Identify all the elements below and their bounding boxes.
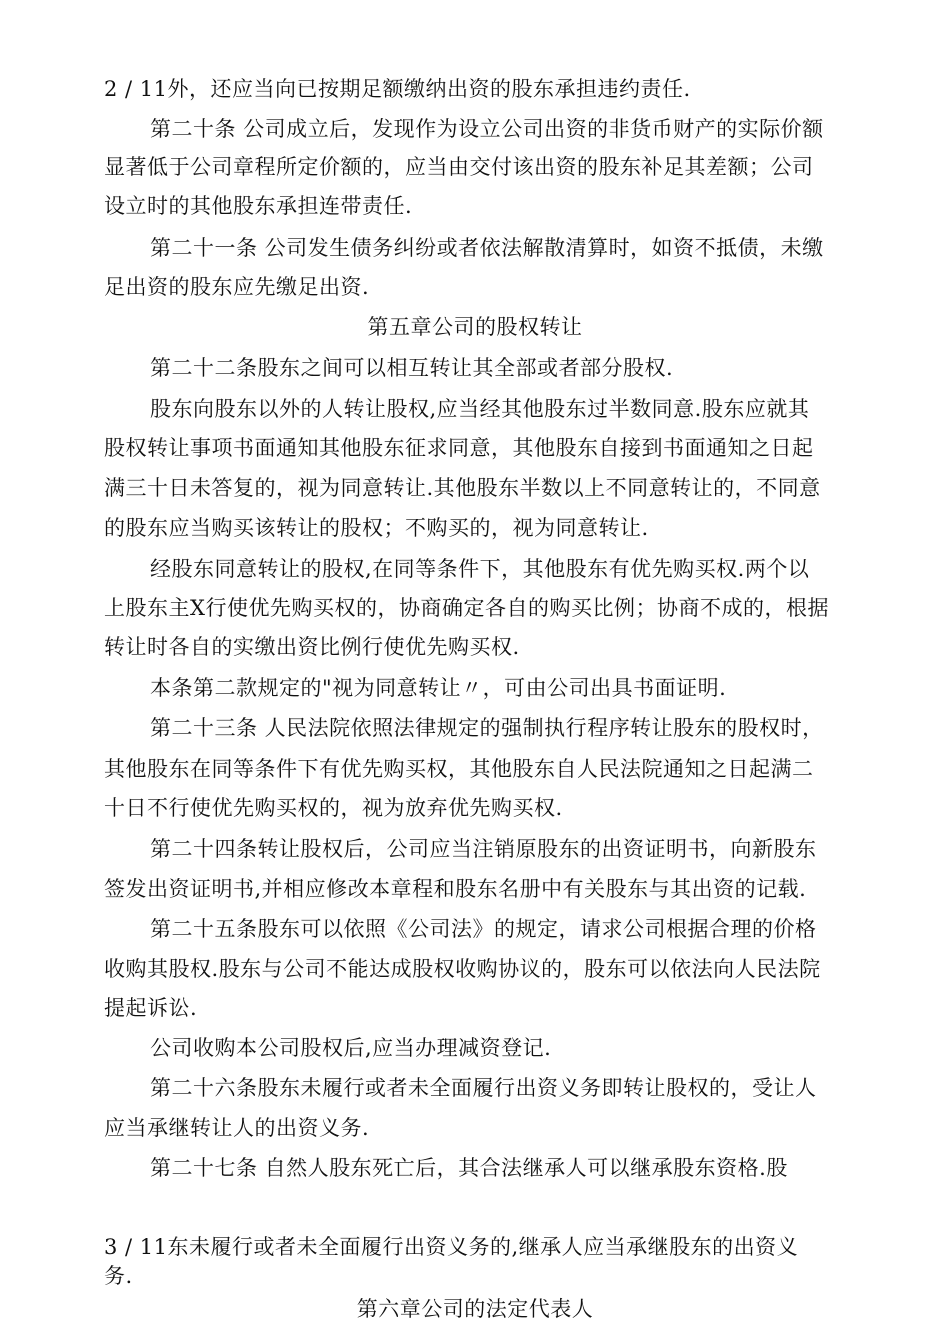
- article-22-line-6: 经股东同意转让的股权,在同等条件下，其他股东有优先购买权.两个以: [150, 557, 810, 581]
- article-22-line-4: 满三十日未答复的，视为同意转让.其他股东半数以上不同意转让的，不同意: [104, 476, 821, 500]
- article-20-line-2: 显著低于公司章程所定价额的，应当由交付该出资的股东补足其差额；公司: [104, 155, 814, 179]
- article-22-line-9: 本条第二款规定的"视为同意转让〃，可由公司出具书面证明.: [150, 676, 727, 700]
- article-25-line-3: 提起诉讼.: [104, 996, 198, 1020]
- article-22-line-8: 转让时各自的实缴出资比例行使优先购买权.: [104, 635, 520, 659]
- article-26-line-1: 第二十六条股东未履行或者未全面履行出资义务即转让股权的，受让人: [150, 1076, 817, 1100]
- page-marker-line: 2 / 11外，还应当向已按期足额缴纳出资的股东承担违约责任.: [104, 77, 691, 101]
- article-27-line-1: 第二十七条 自然人股东死亡后，其合法继承人可以继承股东资格.股: [150, 1156, 788, 1180]
- article-20-line-3: 设立时的其他股东承担连带责任.: [104, 194, 413, 218]
- chapter-5-heading: 第五章公司的股权转让: [367, 315, 583, 339]
- article-27-line-3: 务.: [104, 1264, 133, 1288]
- article-26-line-2: 应当承继转让人的出资义务.: [104, 1116, 370, 1140]
- article-25-line-1: 第二十五条股东可以依照《公司法》的规定，请求公司根据合理的价格: [150, 917, 817, 941]
- article-21-line-1: 第二十一条 公司发生债务纠纷或者依法解散清算时，如资不抵债，未缴: [150, 236, 824, 260]
- article-20-line-1: 第二十条 公司成立后，发现作为设立公司出资的非货币财产的实际价额: [150, 117, 824, 141]
- article-22-line-3: 股权转让事项书面通知其他股东征求同意，其他股东自接到书面通知之日起: [104, 436, 814, 460]
- page-marker-line-2: 3 / 11东未履行或者未全面履行出资义务的,继承人应当承继股东的出资义: [104, 1235, 799, 1259]
- article-24-line-1: 第二十四条转让股权后，公司应当注销原股东的出资证明书，向新股东: [150, 837, 817, 861]
- article-23-line-1: 第二十三条 人民法院依照法律规定的强制执行程序转让股东的股权时，: [150, 716, 824, 740]
- article-23-line-3: 十日不行使优先购买权的，视为放弃优先购买权.: [104, 796, 563, 820]
- article-22-line-7: 上股东主X行使优先购买权的，协商确定各自的购买比例；协商不成的，根据: [104, 596, 829, 620]
- article-23-line-2: 其他股东在同等条件下有优先购买权，其他股东自人民法院通知之日起满二: [104, 757, 814, 781]
- article-21-line-2: 足出资的股东应先缴足出资.: [104, 275, 370, 299]
- article-24-line-2: 签发出资证明书,并相应修改本章程和股东名册中有关股东与其出资的记载.: [104, 877, 807, 901]
- article-22-line-2: 股东向股东以外的人转让股权,应当经其他股东过半数同意.股东应就其: [150, 397, 810, 421]
- article-25-line-2: 收购其股权.股东与公司不能达成股权收购协议的，股东可以依法向人民法院: [104, 957, 821, 981]
- article-25-line-4: 公司收购本公司股权后,应当办理减资登记.: [150, 1036, 552, 1060]
- article-22-line-5: 的股东应当购买该转让的股权；不购买的，视为同意转让.: [104, 516, 649, 540]
- chapter-6-heading: 第六章公司的法定代表人: [356, 1297, 594, 1321]
- article-22-line-1: 第二十二条股东之间可以相互转让其全部或者部分股权.: [150, 356, 674, 380]
